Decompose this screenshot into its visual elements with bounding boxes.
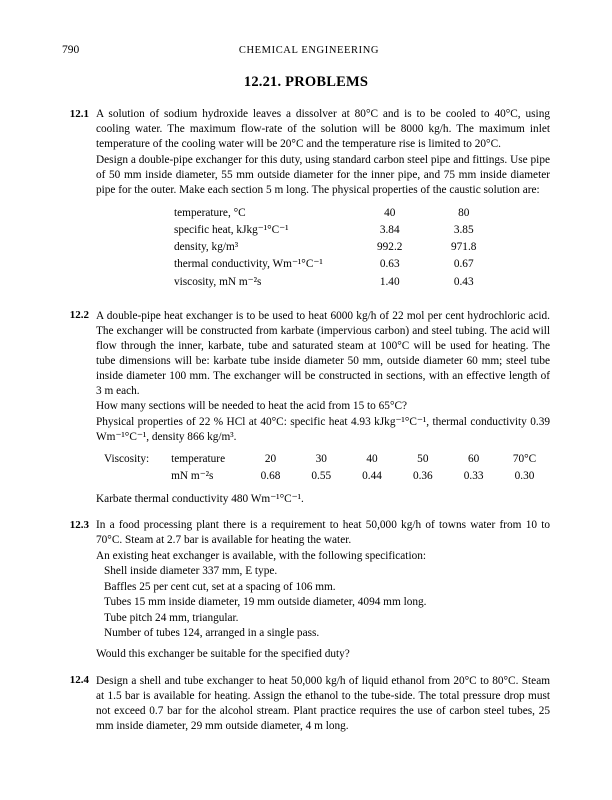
table-row bbox=[174, 239, 501, 256]
table-row bbox=[104, 451, 550, 468]
paragraph: Physical properties of 22 % HCl at 40°C: specific heat 4.93 kJkg⁻¹°C⁻¹, thermal conductivity 0.39 Wm⁻¹°C⁻¹, density 866 kg/m³. bbox=[96, 415, 550, 443]
row-label: temperature bbox=[171, 452, 226, 465]
problem-12-1 bbox=[62, 107, 550, 298]
problem-12-3 bbox=[62, 518, 550, 663]
cell: 0.33 bbox=[463, 470, 484, 483]
table-row-head: Viscosity: bbox=[104, 452, 150, 465]
list-item: Shell inside diameter 337 mm, E type. bbox=[104, 565, 278, 578]
cell: 0.36 bbox=[412, 470, 433, 483]
property-value: 1.40 bbox=[379, 275, 400, 288]
problem-body bbox=[96, 518, 550, 663]
paragraph: An existing heat exchanger is available, with the following specification: bbox=[96, 549, 427, 562]
cell: 0.44 bbox=[362, 470, 382, 483]
paragraph: How many sections will be needed to heat the acid from 15 to 65°C? bbox=[96, 400, 408, 413]
paragraph: Design a double-pipe exchanger for this duty, using standard carbon steel pipe and fittings. Use pipe of 50 mm inside diameter, 55 mm outside diameter for the inner pipe, and 75 mm inside diameter pipe for the outer. Make each section 5 m long. The physical properties of the caustic solution are: bbox=[96, 153, 550, 196]
paragraph: A solution of sodium hydroxide leaves a dissolver at 80°C and is to be cooled to 40°C, using cooling water. The maximum flow-rate of the solution will be 8000 kg/h. The maximum inlet temperature of the cooling water will be 20°C and the temperature rise is limited to 20°C. bbox=[96, 108, 550, 151]
table-row bbox=[174, 256, 501, 273]
running-title: CHEMICAL ENGINEERING bbox=[238, 45, 380, 56]
problem-body bbox=[96, 309, 550, 507]
problem-number: 12.2 bbox=[69, 309, 89, 322]
property-label: viscosity, mN m⁻²s bbox=[174, 275, 262, 288]
property-value: 40 bbox=[384, 206, 396, 219]
property-value: 971.8 bbox=[451, 241, 477, 254]
footnote: Karbate thermal conductivity 480 Wm⁻¹°C⁻¹. bbox=[96, 492, 304, 505]
list-item: Tube pitch 24 mm, triangular. bbox=[104, 611, 239, 624]
property-value: 80 bbox=[458, 206, 470, 219]
list-item: Tubes 15 mm inside diameter, 19 mm outside diameter, 4094 mm long. bbox=[104, 596, 427, 609]
table-row bbox=[174, 205, 501, 222]
property-label: temperature, °C bbox=[174, 206, 246, 219]
property-label: thermal conductivity, Wm⁻¹°C⁻¹ bbox=[174, 258, 323, 271]
viscosity-table bbox=[104, 451, 550, 486]
cell: 30 bbox=[315, 452, 327, 465]
property-value: 0.43 bbox=[453, 275, 474, 288]
list-item: Number of tubes 124, arranged in a single pass. bbox=[104, 627, 320, 640]
problem-12-2 bbox=[62, 309, 550, 507]
paragraph: In a food processing plant there is a requirement to heat 50,000 kg/h of towns water from 10 to 70°C. Steam at 2.7 bar is available for heating the water. bbox=[96, 519, 550, 547]
row-label: mN m⁻²s bbox=[171, 470, 214, 483]
property-value: 0.67 bbox=[453, 258, 474, 271]
section-title: 12.21. PROBLEMS bbox=[243, 74, 369, 90]
property-value: 3.85 bbox=[453, 223, 474, 236]
problem-body bbox=[96, 674, 550, 735]
property-label: density, kg/m³ bbox=[174, 241, 239, 254]
property-value: 992.2 bbox=[377, 241, 403, 254]
problem-number: 12.1 bbox=[69, 107, 89, 120]
property-value: 3.84 bbox=[379, 223, 400, 236]
exchanger-specification-list bbox=[104, 564, 550, 641]
page-header bbox=[62, 44, 550, 56]
cell: 0.55 bbox=[311, 470, 332, 483]
page-number: 790 bbox=[62, 44, 80, 56]
cell: 20 bbox=[264, 452, 277, 465]
closing-question: Would this exchanger be suitable for the specified duty? bbox=[96, 648, 350, 661]
cell: 70°C bbox=[512, 452, 537, 465]
problem-number: 12.3 bbox=[69, 518, 89, 531]
problem-body bbox=[96, 107, 550, 298]
table-row bbox=[104, 468, 550, 485]
cell: 60 bbox=[467, 452, 480, 465]
cell: 40 bbox=[366, 452, 378, 465]
cell: 0.30 bbox=[514, 470, 535, 483]
cell: 50 bbox=[417, 452, 429, 465]
paragraph: A double-pipe heat exchanger is to be used to heat 6000 kg/h of 22 mol per cent hydrochloric acid. The exchanger will be constructed from karbate (impervious carbon) and steel tubing. The acid will flow through the inner, karbate, tube and saturated steam at 100°C will be used for heating. The tube dimensions will be: karbate tube inside diameter 50 mm, outside diameter 60 mm; steel tube inside diameter 100 mm. The exchanger will be constructed in sections, with an effective length of 3 m each. bbox=[96, 309, 550, 397]
table-row bbox=[174, 222, 501, 239]
problem-12-4 bbox=[62, 674, 550, 735]
cell: 0.68 bbox=[260, 470, 281, 483]
problem-number: 12.4 bbox=[69, 674, 89, 687]
list-item: Baffles 25 per cent cut, set at a spacing of 106 mm. bbox=[104, 580, 336, 593]
property-label: specific heat, kJkg⁻¹°C⁻¹ bbox=[174, 223, 289, 236]
table-row bbox=[174, 273, 501, 290]
property-value: 0.63 bbox=[379, 258, 400, 271]
paragraph: Design a shell and tube exchanger to heat 50,000 kg/h of liquid ethanol from 20°C to 80°C. Steam at 1.5 bar is available for heating. Assign the ethanol to the tube-side. The total pressure drop must not exceed 0.7 bar for the alcohol stream. Plant practice requires the use of carbon steel tubes, 25 mm inside diameter, 29 mm outside diameter, 4 m long. bbox=[96, 674, 550, 732]
caustic-properties-table bbox=[174, 205, 501, 291]
